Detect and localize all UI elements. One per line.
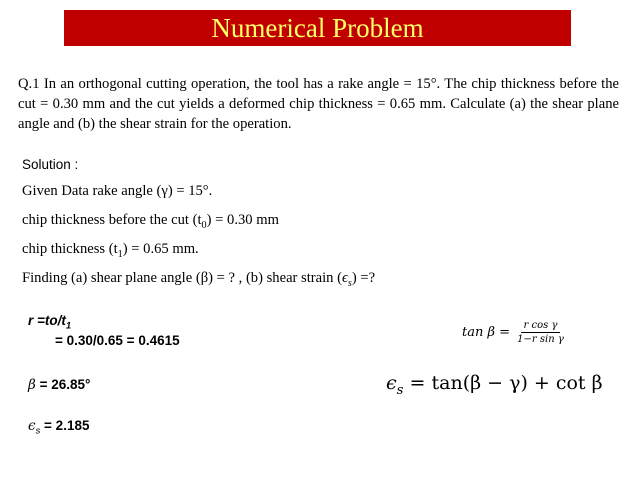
strain-lhs: ϵ [386, 372, 397, 394]
strain-rhs: = tan(β − γ) + cot β [409, 372, 603, 394]
eps-sub: s [35, 425, 41, 437]
finding-line [22, 270, 375, 289]
title-banner [64, 10, 571, 46]
t0-sub: 0 [201, 219, 207, 231]
given-rake-angle-text: Given Data rake angle (γ) = 15°. [22, 183, 213, 199]
beta-symbol: β [28, 377, 36, 393]
r-def-text: r =to/t [28, 313, 66, 328]
given-t1 [22, 241, 199, 260]
r-def-sub: 1 [65, 320, 72, 332]
given-t0 [22, 212, 279, 231]
page-title: Numerical Problem [211, 12, 424, 43]
solution-heading: Solution : [22, 157, 79, 172]
beta-value: = 26.85° [39, 377, 91, 392]
strain-result [28, 418, 89, 437]
t1-prefix: chip thickness (t [22, 241, 118, 257]
finding-eps-sub: s [347, 277, 352, 289]
r-calculation: = 0.30/0.65 = 0.4615 [55, 333, 180, 348]
strain-lhs-sub: s [396, 382, 404, 398]
given-rake-angle [22, 183, 212, 200]
eps-value: = 2.185 [44, 418, 90, 433]
finding-suffix: ) =? [351, 270, 376, 286]
tan-denominator: 1−r sin γ [517, 334, 564, 345]
t1-sub: 1 [117, 248, 123, 260]
beta-result [28, 377, 90, 393]
t0-prefix: chip thickness before the cut (t [22, 212, 202, 228]
r-definition [28, 313, 71, 332]
problem-statement: Q.1 In an orthogonal cutting operation, the tool has a rake angle = 15°. The chip thickness before the cut = 0.30 mm and the cut yields a deformed chip thickness = 0.65 mm. Calculate (a) the shear plane angle and (b) the shear strain for the operation. [18, 76, 619, 132]
eps-symbol: ϵ [28, 418, 36, 434]
t1-suffix: ) = 0.65 mm. [122, 241, 199, 257]
tan-fraction [514, 320, 567, 345]
tan-numerator: r cos γ [521, 320, 561, 333]
shear-strain-formula [386, 372, 603, 398]
tan-beta-formula [462, 320, 567, 345]
t0-suffix: ) = 0.30 mm [206, 212, 279, 228]
finding-prefix: Finding (a) shear plane angle (β) = ? , (b) shear strain ( [22, 270, 342, 286]
tan-lhs: tan β = [462, 325, 511, 340]
finding-eps: ϵ [341, 270, 348, 286]
